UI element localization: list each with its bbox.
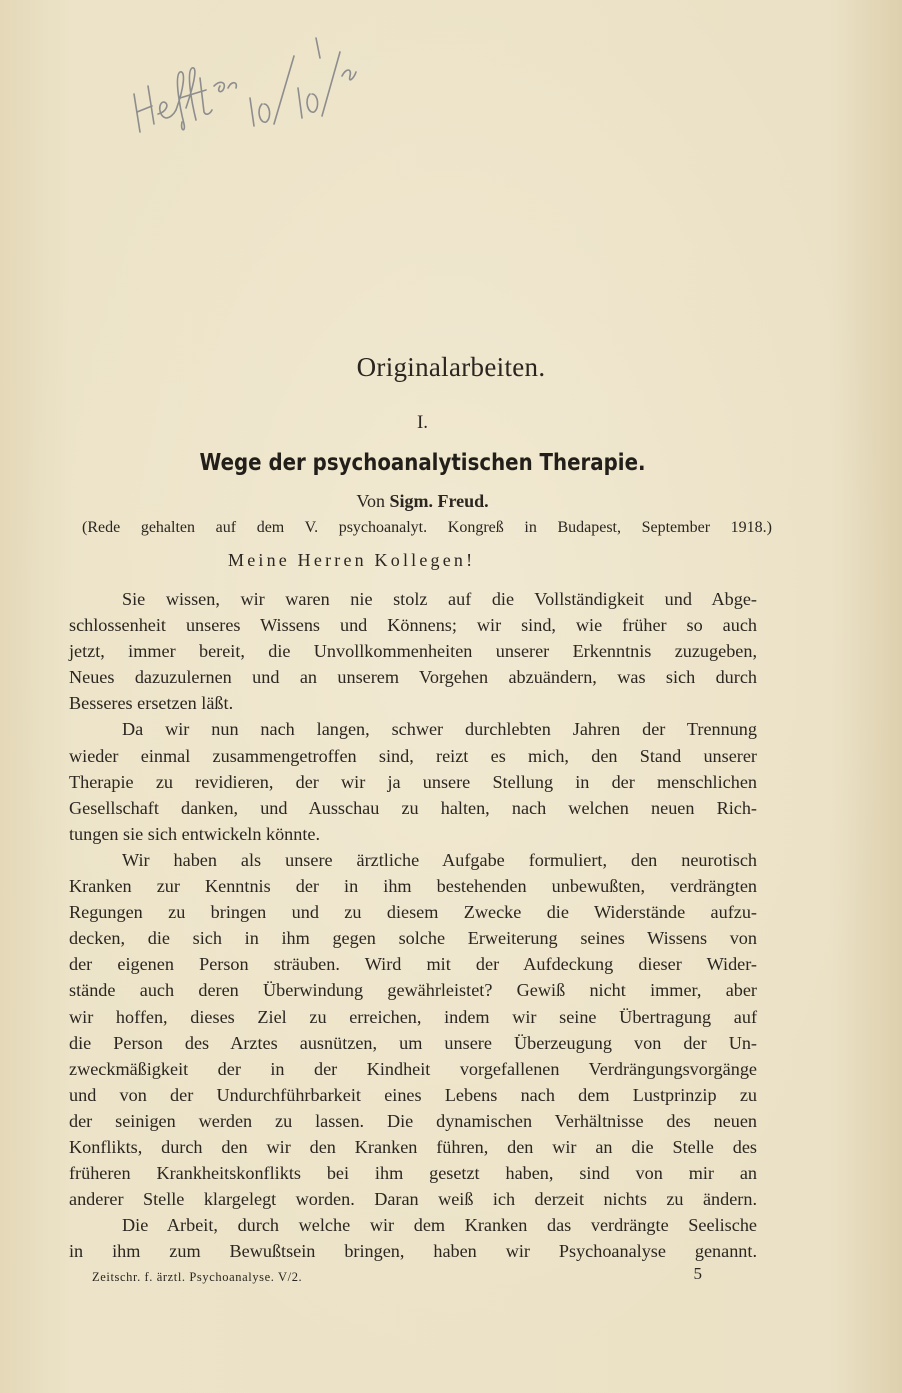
body-line: wir hoffen, dieses Ziel zu erreichen, indem wir seine Übertragung auf (69, 1006, 757, 1027)
body-line: tungen sie sich entwickeln könnte. (69, 823, 321, 844)
speech-occasion-note: (Rede gehalten auf dem V. psychoanalyt. Kongreß in Budapest, September 1918.) (82, 519, 772, 536)
journal-citation: Zeitschr. f. ärztl. Psychoanalyse. V/2. (92, 1270, 303, 1284)
body-line: jetzt, immer bereit, die Unvollkommenheiten unserer Erkenntnis zuzugeben, (69, 641, 757, 662)
body-line: Konflikts, durch den wir den Kranken führen, den wir an die Stelle des (69, 1136, 757, 1157)
article-body (69, 586, 757, 1264)
body-line: schlossenheit unseres Wissens und Könnens; wir sind, wie früher so auch (69, 615, 757, 636)
body-line: früheren Krankheitskonflikts bei ihm gesetzt haben, sind von mir an (69, 1163, 757, 1184)
body-line: Regungen zu bringen und zu diesem Zwecke die Widerstände aufzu- (69, 902, 757, 923)
section-heading: Originalarbeiten. (356, 352, 546, 382)
handwritten-pencil-annotation (128, 28, 368, 138)
body-line: Therapie zu revidieren, der wir ja unsere Stellung in der menschlichen (69, 771, 757, 792)
body-line: Besseres ersetzen läßt. (69, 693, 234, 714)
body-line: anderer Stelle klargelegt worden. Daran weiß ich derzeit nichts zu ändern. (69, 1189, 757, 1210)
author-line (0, 491, 845, 512)
body-line: der seinigen werden zu lassen. Die dynamischen Verhältnisse des neuen (69, 1110, 757, 1131)
body-line: wieder einmal zusammengetroffen sind, reizt es mich, den Stand unserer (69, 745, 757, 766)
body-line: zweckmäßigkeit der in der Kindheit vorgefallenen Verdrängungsvorgänge (69, 1058, 757, 1079)
salutation: Meine Herren Kollegen! (228, 550, 476, 570)
author-prefix: Von (356, 491, 385, 511)
body-line: in ihm zum Bewußtsein bringen, haben wir Psychoanalyse genannt. (69, 1241, 757, 1262)
article-title: Wege der psychoanalytischen Therapie. (199, 450, 646, 476)
body-line: die Person des Arztes ausnützen, um unsere Überzeugung von der Un- (69, 1032, 757, 1053)
body-line: decken, die sich in ihm gegen solche Erweiterung seines Wissens von (69, 928, 757, 949)
page-number: 5 (693, 1264, 702, 1283)
body-line: Neues dazuzulernen und an unserem Vorgehen abzuändern, was sich durch (69, 667, 757, 688)
body-line: Da wir nun nach langen, schwer durchlebten Jahren der Trennung (122, 719, 757, 740)
body-line: der eigenen Person sträuben. Wird mit der Aufdeckung dieser Wider- (69, 954, 757, 975)
body-line: Sie wissen, wir waren nie stolz auf die Vollständigkeit und Abge- (122, 589, 757, 609)
author-name: Sigm. Freud. (389, 491, 489, 511)
body-line: Wir haben als unsere ärztliche Aufgabe formuliert, den neurotisch (122, 849, 757, 870)
body-line: stände auch deren Überwindung gewährleistet? Gewiß nicht immer, aber (69, 980, 757, 1001)
body-line: Die Arbeit, durch welche wir dem Kranken das verdrängte Seelische (122, 1215, 757, 1236)
body-line: und von der Undurchführbarkeit eines Lebens nach dem Lustprinzip zu (69, 1084, 757, 1105)
body-line: Gesellschaft danken, und Ausschau zu halten, nach welchen neuen Rich- (69, 797, 757, 818)
article-number: I. (416, 412, 429, 433)
body-line: Kranken zur Kenntnis der in ihm bestehenden unbewußten, verdrängten (69, 876, 757, 897)
